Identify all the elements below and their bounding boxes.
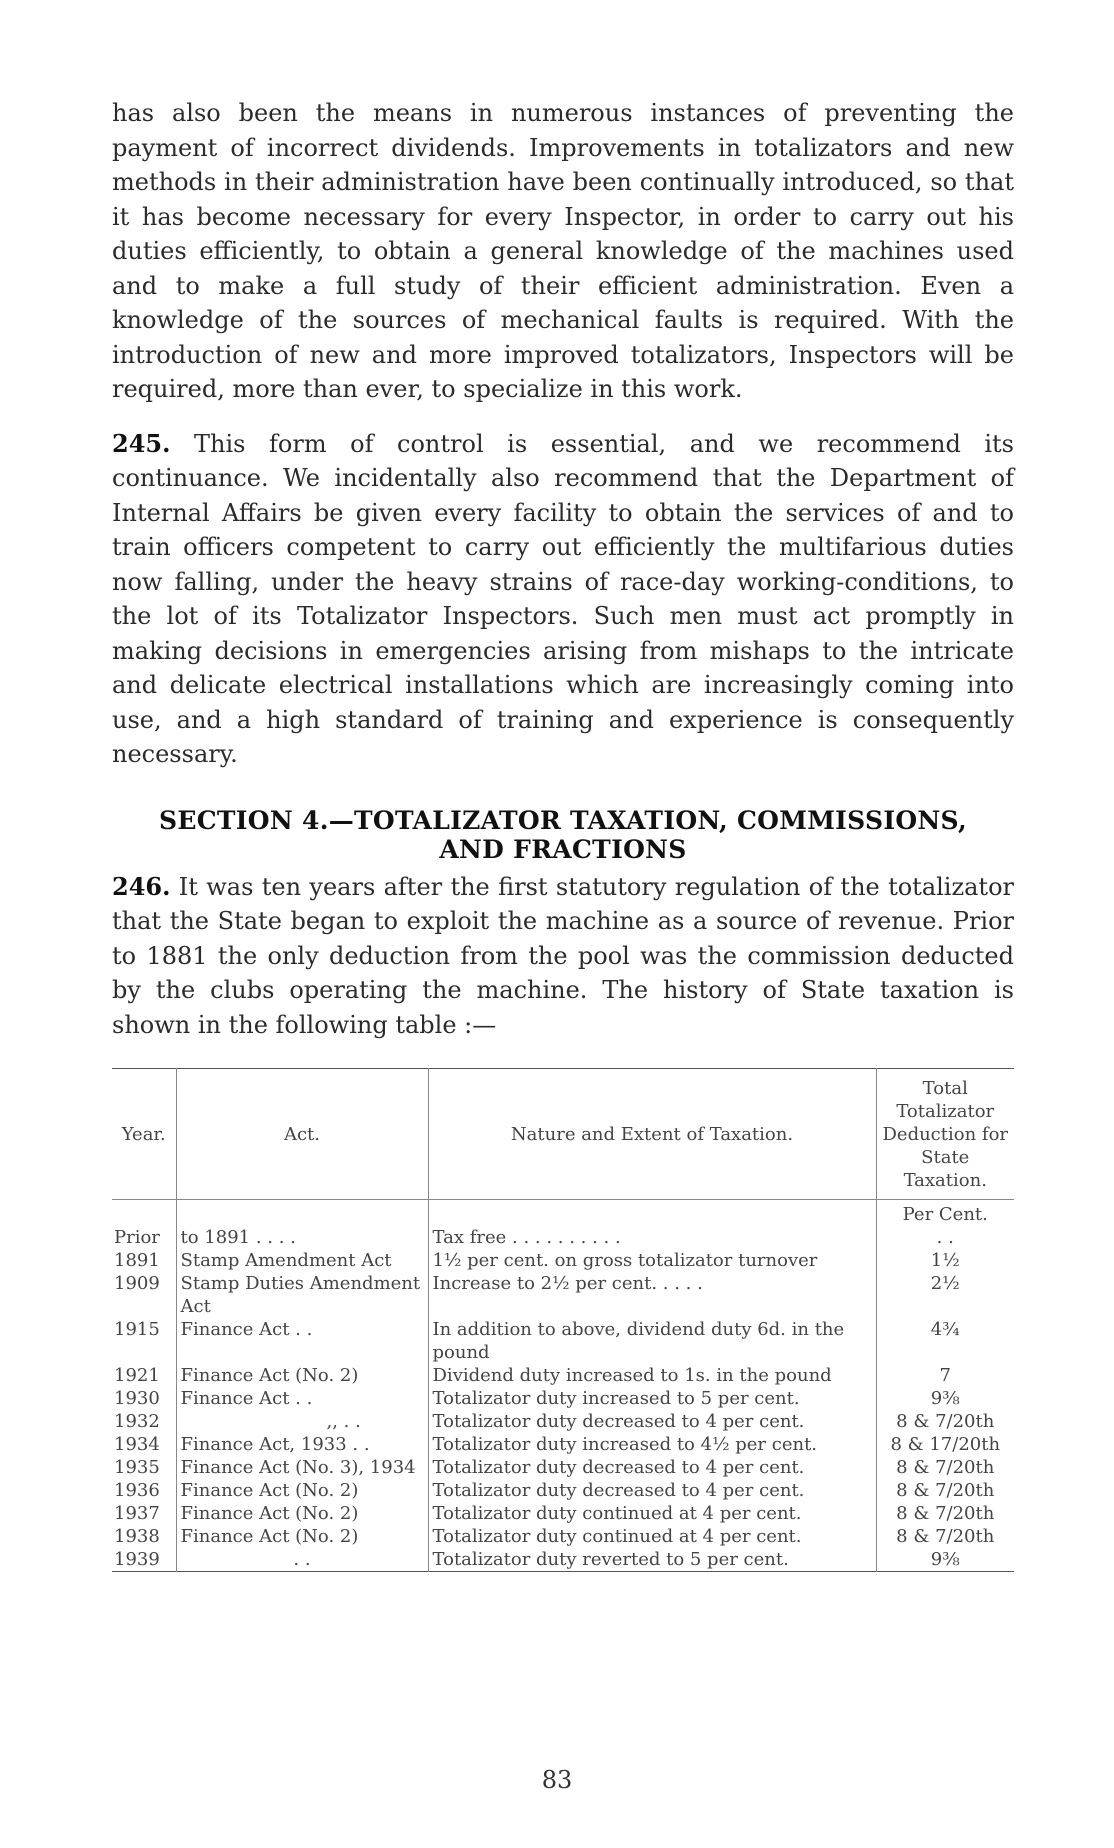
cell-deduction: 9⅜: [876, 1548, 1014, 1572]
table-row: [112, 1525, 1014, 1548]
cell-act: Stamp Amendment Act: [176, 1249, 428, 1272]
header-deduction: Total Totalizator Deduction for State Taxation.: [876, 1069, 1014, 1200]
section-heading-line-1: SECTION 4.—TOTALIZATOR TAXATION, COMMISSIONS,: [158, 805, 968, 835]
cell-deduction: 8 & 7/20th: [876, 1479, 1014, 1502]
cell-year: 1921: [114, 1365, 160, 1386]
cell-year: 1930: [114, 1388, 160, 1409]
cell-deduction: 8 & 7/20th: [876, 1502, 1014, 1525]
table-row: [112, 1433, 1014, 1456]
header-nature: Nature and Extent of Taxation.: [428, 1069, 876, 1200]
table-row: [112, 1548, 1014, 1572]
table-row: [112, 1479, 1014, 1502]
table-row: [112, 1456, 1014, 1479]
paragraph-245: [112, 427, 1014, 772]
cell-year: 1909: [114, 1273, 160, 1294]
unit-label: Per Cent.: [876, 1200, 1014, 1227]
cell-year: 1935: [114, 1457, 160, 1478]
paragraph-text: This form of control is essential, and we recommend its continuance. We incidentally also recommend that the Department of Internal Affairs be given every facility to obtain the services of and to train officers competent to carry out efficiently the multifarious duties now falling, under the heavy strains of race-day working-conditions, to the lot of its Totalizator Inspectors. Such men must act promptly in making decisions in emergencies arising from mishaps to the intricate and delicate electrical installations which are increasingly coming into use, and a high standard of training and experience is consequently necessary.: [112, 429, 1014, 768]
header-year: Year.: [112, 1069, 176, 1200]
section-heading: [112, 806, 1014, 864]
cell-deduction: 8 & 7/20th: [876, 1410, 1014, 1433]
taxation-table: [112, 1068, 1014, 1572]
cell-nature: 1½ per cent. on gross totalizator turnover: [428, 1249, 876, 1272]
cell-year: 1915: [114, 1319, 160, 1340]
cell-deduction: 2½: [876, 1272, 1014, 1318]
cell-nature: Totalizator duty decreased to 4 per cent.: [428, 1479, 876, 1502]
cell-year: 1938: [114, 1526, 160, 1547]
table-row: [112, 1272, 1014, 1318]
cell-nature: Totalizator duty continued at 4 per cent.: [428, 1502, 876, 1525]
cell-act: Finance Act (No. 2): [176, 1525, 428, 1548]
cell-year: 1936: [114, 1480, 160, 1501]
cell-year: 1939: [114, 1549, 160, 1570]
table-row: [112, 1410, 1014, 1433]
table-row: [112, 1226, 1014, 1249]
cell-deduction: 8 & 17/20th: [876, 1433, 1014, 1456]
cell-act: to 1891 . . . .: [176, 1226, 428, 1249]
cell-nature: Totalizator duty increased to 5 per cent.: [428, 1387, 876, 1410]
table-row: [112, 1249, 1014, 1272]
page-number: 83: [541, 1766, 573, 1794]
table-header-row: [112, 1069, 1014, 1200]
unit-row: [112, 1200, 1014, 1227]
paragraph-text: It was ten years after the first statutory regulation of the totalizator that the State began to exploit the machine as a source of revenue. Prior to 1881 the only deduction from the pool was the commission deducted by the clubs operating the machine. The history of State taxation is shown in the following table :—: [112, 872, 1014, 1039]
cell-act: Finance Act (No. 3), 1934: [176, 1456, 428, 1479]
paragraph-246: [112, 870, 1014, 1043]
paragraph-number: 246.: [112, 871, 171, 901]
cell-act: Finance Act . .: [176, 1318, 428, 1364]
cell-act: Stamp Duties Amendment Act: [176, 1272, 428, 1318]
table-row: [112, 1318, 1014, 1364]
cell-nature: Increase to 2½ per cent. . . . .: [428, 1272, 876, 1318]
cell-year: 1937: [114, 1503, 160, 1524]
section-heading-line-2: AND FRACTIONS: [439, 834, 687, 864]
cell-act: Finance Act . .: [176, 1387, 428, 1410]
cell-nature: Dividend duty increased to 1s. in the pound: [428, 1364, 876, 1387]
cell-act: Finance Act, 1933 . .: [176, 1433, 428, 1456]
header-act: Act.: [176, 1069, 428, 1200]
cell-deduction: 4¾: [876, 1318, 1014, 1364]
cell-act: Finance Act (No. 2): [176, 1364, 428, 1387]
cell-deduction: 9⅜: [876, 1387, 1014, 1410]
table-row: [112, 1364, 1014, 1387]
cell-year: 1934: [114, 1434, 160, 1455]
table-row: [112, 1387, 1014, 1410]
cell-act: Finance Act (No. 2): [176, 1479, 428, 1502]
cell-deduction: 8 & 7/20th: [876, 1525, 1014, 1548]
cell-nature: Totalizator duty reverted to 5 per cent.: [428, 1548, 876, 1572]
cell-year: 1932: [114, 1411, 160, 1432]
paragraph-continued: has also been the means in numerous instances of preventing the payment of incorrect dividends. Improvements in totalizators and new methods in their administration have been continually introduced, so that it has become necessary for every Inspector, in order to carry out his duties efficiently, to obtain a general knowledge of the machines used and to make a full study of their efficient administration. Even a knowledge of the sources of mechanical faults is required. With the introduction of new and more improved totalizators, Inspectors will be required, more than ever, to specialize in this work.: [112, 99, 1014, 403]
cell-nature: Tax free . . . . . . . . . .: [428, 1226, 876, 1249]
cell-act: Finance Act (No. 2): [176, 1502, 428, 1525]
cell-year: Prior: [114, 1227, 160, 1248]
cell-deduction: 8 & 7/20th: [876, 1456, 1014, 1479]
cell-deduction: 1½: [876, 1249, 1014, 1272]
cell-year: 1891: [114, 1250, 160, 1271]
cell-act: . .: [176, 1548, 428, 1572]
table-row: [112, 1502, 1014, 1525]
cell-deduction: . .: [876, 1226, 1014, 1249]
cell-deduction: 7: [876, 1364, 1014, 1387]
cell-nature: Totalizator duty continued at 4 per cent.: [428, 1525, 876, 1548]
cell-nature: Totalizator duty decreased to 4 per cent.: [428, 1410, 876, 1433]
cell-nature: Totalizator duty increased to 4½ per cent.: [428, 1433, 876, 1456]
cell-nature: In addition to above, dividend duty 6d. in the pound: [428, 1318, 876, 1364]
cell-act: ,, . .: [176, 1410, 428, 1433]
paragraph-number: 245.: [112, 428, 171, 458]
cell-nature: Totalizator duty decreased to 4 per cent.: [428, 1456, 876, 1479]
